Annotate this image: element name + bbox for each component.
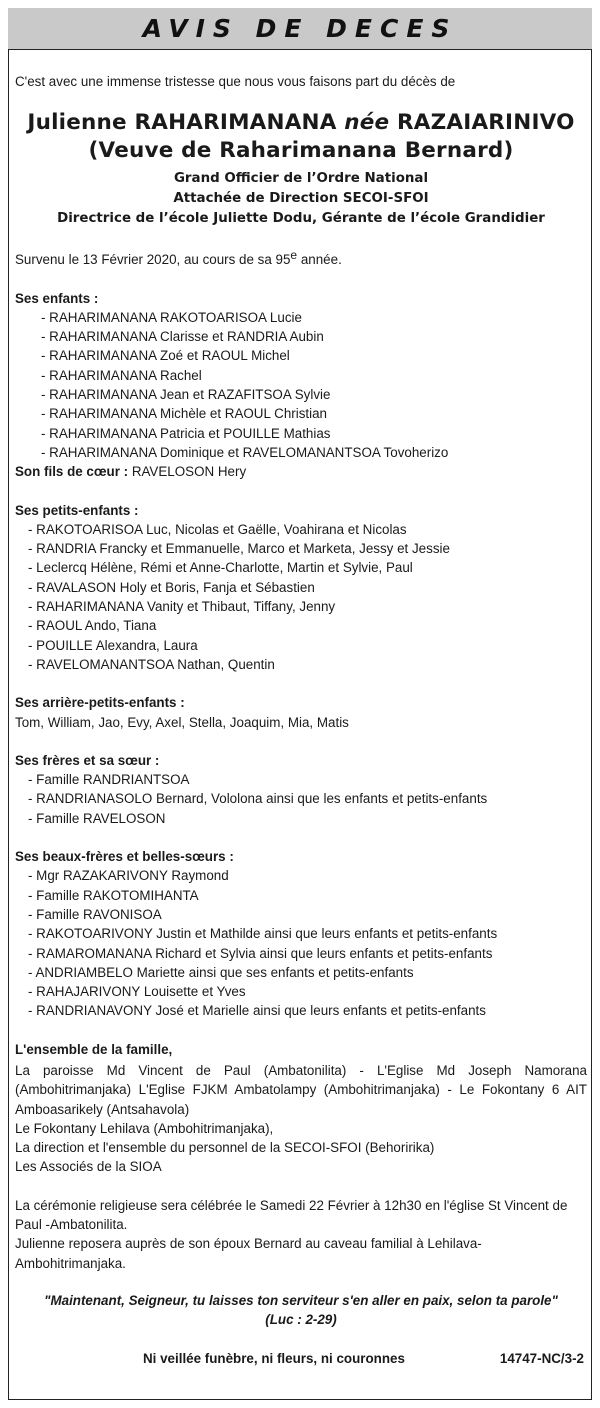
deceased-title: Directrice de l’école Juliette Dodu, Gérante de l’école Grandidier: [57, 211, 545, 227]
list-item: - RAHARIMANANA RAKOTOARISOA Lucie: [41, 309, 302, 325]
notice-footer: [15, 1349, 587, 1368]
family-line: Les Associés de la SIOA: [15, 1159, 162, 1175]
siblings-list: [15, 770, 587, 828]
scripture-quote: [15, 1291, 587, 1330]
great-grandchildren-section: [15, 693, 587, 732]
list-item: - POUILLE Alexandra, Laura: [28, 637, 198, 653]
burial-text: Julienne reposera auprès de son époux Bernard au caveau familial à Lehilava- Ambohitrimanjaka.: [15, 1236, 482, 1271]
list-item: - Famille RAVONISOA: [28, 906, 162, 922]
family-line: La direction et l'ensemble du personnel de la SECOI-SFOI (Behoririka): [15, 1140, 435, 1156]
list-item: - RAKOTOARISOA Luc, Nicolas et Gaëlle, Voahirana et Nicolas: [28, 521, 407, 537]
deceased-title: Attachée de Direction SECOI-SFOI: [173, 191, 429, 207]
death-date: [15, 250, 587, 269]
list-item: - Famille RAVELOSON: [28, 810, 166, 826]
deceased-name: [15, 109, 587, 137]
deceased-title: Grand Officier de l’Ordre National: [173, 171, 429, 187]
list-item: - RANDRIA Francky et Emmanuelle, Marco et Marketa, Jessy et Jessie: [28, 541, 450, 557]
in-laws-heading: Ses beaux-frères et belles-sœurs :: [15, 849, 234, 865]
list-item: - RAHARIMANANA Zoé et RAOUL Michel: [41, 348, 290, 364]
heart-son: [15, 462, 587, 481]
list-item: - RAHARIMANANA Rachel: [41, 367, 202, 383]
list-item: - RAHARIMANANA Patricia et POUILLE Mathias: [41, 425, 331, 441]
list-item: - RANDRIANASOLO Bernard, Vololona ainsi que les enfants et petits-enfants: [28, 791, 488, 807]
notice-title: AVIS DE DECES: [142, 14, 458, 43]
list-item: - RAHARIMANANA Dominique et RAVELOMANANTSOA Tovoherizo: [41, 444, 449, 460]
great-grandchildren-names: Tom, William, Jao, Evy, Axel, Stella, Joaquim, Mia, Matis: [15, 714, 349, 730]
list-item: - RAMAROMANANA Richard et Sylvia ainsi que leurs enfants et petits-enfants: [28, 945, 493, 961]
children-section: [15, 289, 587, 463]
list-item: - RAKOTOARIVONY Justin et Mathilde ainsi que leurs enfants et petits-enfants: [28, 926, 498, 942]
death-date-end: année.: [297, 252, 342, 268]
quote-text: "Maintenant, Seigneur, tu laisses ton serviteur s'en aller en paix, selon ta parole": [44, 1292, 558, 1308]
list-item: - Leclercq Hélène, Rémi et Anne-Charlotte, Martin et Sylvie, Paul: [28, 560, 413, 576]
list-item: - Mgr RAZAKARIVONY Raymond: [28, 868, 229, 884]
ceremony-text: La cérémonie religieuse sera célébrée le Samedi 22 Février à 12h30 en l'église St Vincent de Paul -Ambatonilita.: [15, 1197, 568, 1233]
in-laws-section: [15, 847, 587, 1021]
death-date-text: Survenu le 13 Février 2020, au cours de sa 95: [15, 252, 291, 268]
list-item: - RAHARIMANANA Michèle et RAOUL Christian: [41, 406, 327, 422]
list-item: - RAHARIMANANA Clarisse et RANDRIA Aubin: [41, 329, 324, 345]
heart-son-label: Son fils de cœur :: [15, 464, 129, 480]
list-item: - RAHARIMANANA Jean et RAZAFITSOA Sylvie: [41, 387, 331, 403]
list-item: - ANDRIAMBELO Mariette ainsi que ses enfants et petits-enfants: [28, 964, 414, 980]
ceremony-section: [15, 1196, 587, 1273]
deceased-titles: [15, 169, 587, 229]
family-line: La paroisse Md Vincent de Paul (Ambatonilita) - L'Eglise Md Joseph Namorana (Ambohitrimanjaka) L'Eglise FJKM Ambatolampy (Ambohitrimanjaka) - Le Fokontany 6 AIT Amboasarikely (Antsahavola): [15, 1062, 587, 1117]
list-item: - RAHAJARIVONY Louisette et Yves: [28, 984, 246, 1000]
list-item: - RAVELOMANANTSOA Nathan, Quentin: [28, 656, 275, 672]
footer-note: Ni veillée funèbre, ni fleurs, ni couronnes: [143, 1350, 405, 1366]
notice-banner: [8, 8, 592, 50]
ordinal-suffix: e: [290, 248, 298, 263]
deceased-maiden-name: RAZAIARINIVO: [389, 110, 575, 136]
list-item: - RANDRIANAVONY José et Marielle ainsi que leurs enfants et petits-enfants: [28, 1003, 486, 1019]
siblings-section: [15, 751, 587, 828]
grandchildren-heading: Ses petits-enfants :: [15, 502, 139, 518]
children-heading: Ses enfants :: [15, 290, 99, 306]
siblings-heading: Ses frères et sa sœur :: [15, 752, 160, 768]
heart-son-name: RAVELOSON Hery: [128, 464, 247, 480]
grandchildren-section: [15, 501, 587, 675]
list-item: - RAVALASON Holy et Boris, Fanja et Sébastien: [28, 579, 315, 595]
list-item: - Famille RANDRIANTSOA: [28, 772, 190, 788]
deceased-name-first: Julienne RAHARIMANANA: [27, 110, 345, 136]
intro-text: C'est avec une immense tristesse que nous vous faisons part du décès de: [15, 74, 456, 89]
grandchildren-list: [15, 520, 587, 674]
notice-body: [15, 72, 587, 1368]
footer-reference: 14747-NC/3-2: [499, 1350, 584, 1366]
family-heading: L'ensemble de la famille,: [15, 1041, 173, 1057]
family-line: Le Fokontany Lehilava (Ambohitrimanjaka),: [15, 1120, 274, 1136]
list-item: - RAHARIMANANA Vanity et Thibaut, Tiffany, Jenny: [28, 599, 336, 615]
widow-line: (Veuve de Raharimanana Bernard): [88, 138, 514, 164]
family-section: [15, 1040, 587, 1177]
quote-reference: (Luc : 2-29): [265, 1312, 337, 1328]
in-laws-list: [15, 866, 587, 1020]
list-item: - Famille RAKOTOMIHANTA: [28, 887, 199, 903]
list-item: - RAOUL Ando, Tiana: [28, 618, 157, 634]
children-list: [15, 308, 587, 462]
great-grandchildren-heading: Ses arrière-petits-enfants :: [15, 695, 185, 711]
deceased-nee: née: [344, 110, 390, 136]
